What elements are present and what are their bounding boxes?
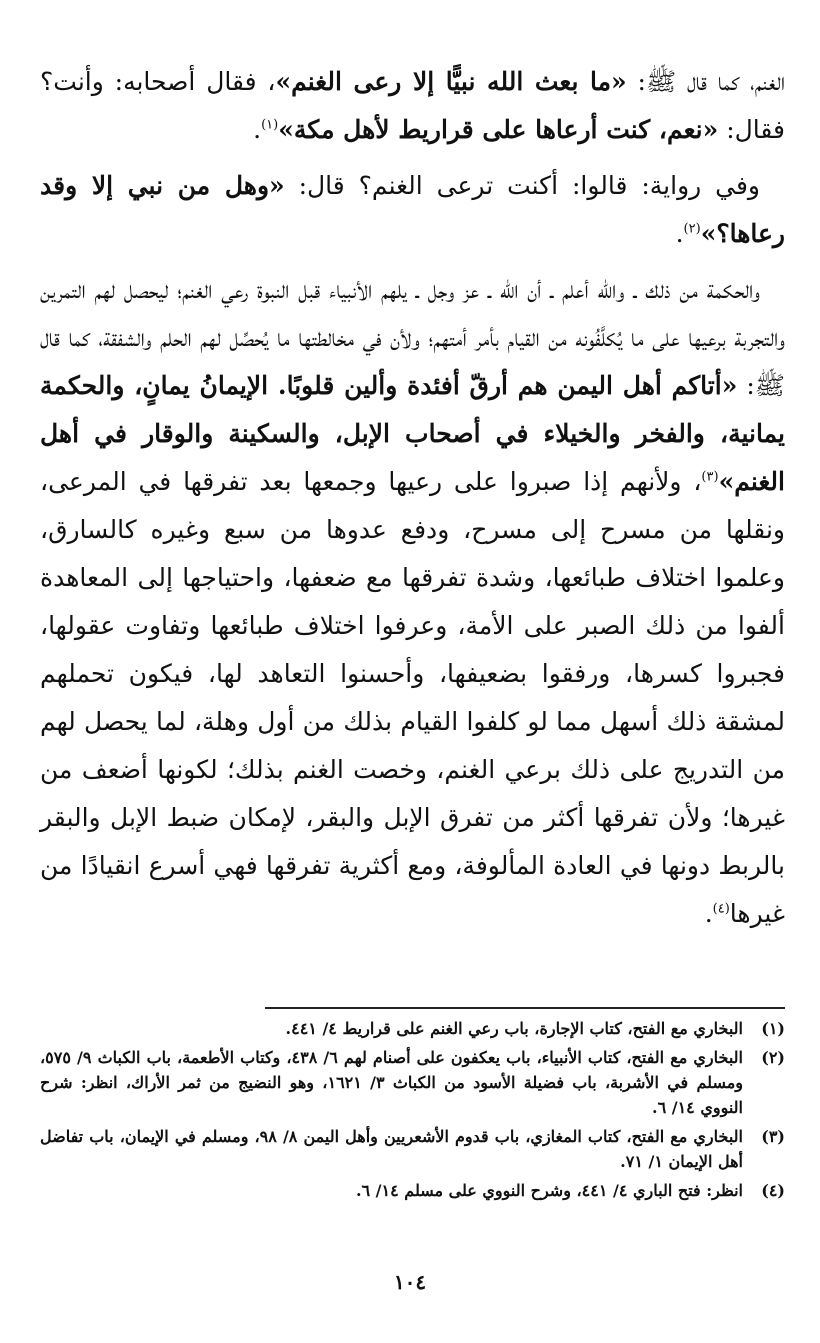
footnote-item xyxy=(40,1045,785,1120)
footnote-text: البخاري مع الفتح، كتاب المغازي، باب قدوم الأشعريين وأهل اليمن ٨/ ٩٨، ومسلم في الإيمان، باب تفاضل أهل الإيمان ١/ ٧١. xyxy=(40,1127,743,1171)
footnotes xyxy=(40,1016,785,1207)
paragraph-1 xyxy=(40,58,785,154)
hadith-quote: «أتاكم أهل اليمن هم أرقّ أفئدة وألين قلوبًا. الإيمانُ يمانٍ، والحكمة يمانية، والفخر والخيلاء في أصحاب الإبل، والسكينة والوقار في أهل الغنم» xyxy=(40,371,785,496)
footnote-item xyxy=(40,1124,785,1174)
paragraph-3 xyxy=(40,266,785,938)
hadith-quote: «نعم، كنت أرعاها على قراريط لأهل مكة» xyxy=(278,115,719,144)
footnote-divider xyxy=(265,1007,785,1009)
hadith-quote: «ما بعث الله نبيًّا إلا رعى الغنم» xyxy=(275,67,627,96)
text: . xyxy=(253,115,262,144)
paragraph-2 xyxy=(40,162,785,258)
hadith-quote: «وهل من نبي إلا وقد رعاها؟» xyxy=(40,171,785,248)
text: الغنم، كما قال ﷺ: xyxy=(626,67,785,96)
footnote-number: (١) xyxy=(761,1019,785,1038)
footnote-text: البخاري مع الفتح، كتاب الأنبياء، باب يعكفون على أصنام لهم ٦/ ٤٣٨، وكتاب الأطعمة، باب الكباث ٩/ ٥٧٥، ومسلم في الأشربة، باب فضيلة الأسود من الكباث ٣/ ١٦٢١، وهو النضيج من ثمر الأراك، انظر: شرح النووي ١٤/ ٦. xyxy=(40,1048,744,1117)
text: . xyxy=(675,219,684,248)
footnote-ref[interactable]: (٢) xyxy=(683,221,701,237)
footnote-ref[interactable]: (٣) xyxy=(701,469,719,485)
page-number: ١٠٤ xyxy=(393,1270,427,1294)
footnote-text: البخاري مع الفتح، كتاب الإجارة، باب رعي الغنم على قراريط ٤/ ٤٤١. xyxy=(285,1019,743,1038)
text: . xyxy=(704,899,713,928)
text: ، فقال أصحابه: وأنت؟ فقال: xyxy=(40,67,785,144)
footnote-number: (٢) xyxy=(761,1048,785,1067)
footnote-number: (٣) xyxy=(761,1127,785,1146)
footnote-ref[interactable]: (٤) xyxy=(712,901,730,917)
text: والحكمة من ذلك ـ والله أعلم ـ أن الله ـ عز وجل ـ يلهم الأنبياء قبل النبوة رعي الغنم؛ ليحصل لهم التمرين والتجربة برعيها على ما يُكلَّفُونه من القيام بأمر أمتهم؛ ولأن في مخالطتها ما يُحصِّل لهم الحلم والشفقة، كما قال ﷺ: xyxy=(40,275,785,400)
footnote-number: (٤) xyxy=(761,1181,785,1200)
text: ، ولأنهم إذا صبروا على رعيها وجمعها بعد تفرقها في المرعى، ونقلها من مسرح إلى مسرح، ودفع عدوها من سبع وغيره كالسارق، وعلموا اختلاف طبائعها، وشدة تفرقها مع ضعفها، واحتياجها إلى المعاهدة ألفوا من ذلك الصبر على الأمة، وعرفوا اختلاف طبائعها وتفاوت عقولها، فجبروا كسرها، ورفقوا بضعيفها، وأحسنوا التعاهد لها، فيكون تحملهم لمشقة ذلك أسهل مما لو كلفوا القيام بذلك من أول وهلة، لما يحصل لهم من التدريج على ذلك برعي الغنم، وخصت الغنم بذلك؛ لكونها أضعف من غيرها؛ ولأن تفرقها أكثر من تفرق الإبل والبقر، لإمكان ضبط الإبل والبقر بالربط دونها في العادة المألوفة، ومع أكثرية تفرقها فهي أسرع انقيادًا من غيرها xyxy=(40,467,785,928)
footnote-item xyxy=(40,1016,785,1041)
page-body xyxy=(40,58,785,946)
footnote-item xyxy=(40,1178,785,1203)
text: وفي رواية: قالوا: أكنت ترعى الغنم؟ قال: xyxy=(284,171,760,200)
footnote-ref[interactable]: (١) xyxy=(261,117,279,133)
footnote-text: انظر: فتح الباري ٤/ ٤٤١، وشرح النووي على مسلم ١٤/ ٦. xyxy=(355,1181,743,1200)
